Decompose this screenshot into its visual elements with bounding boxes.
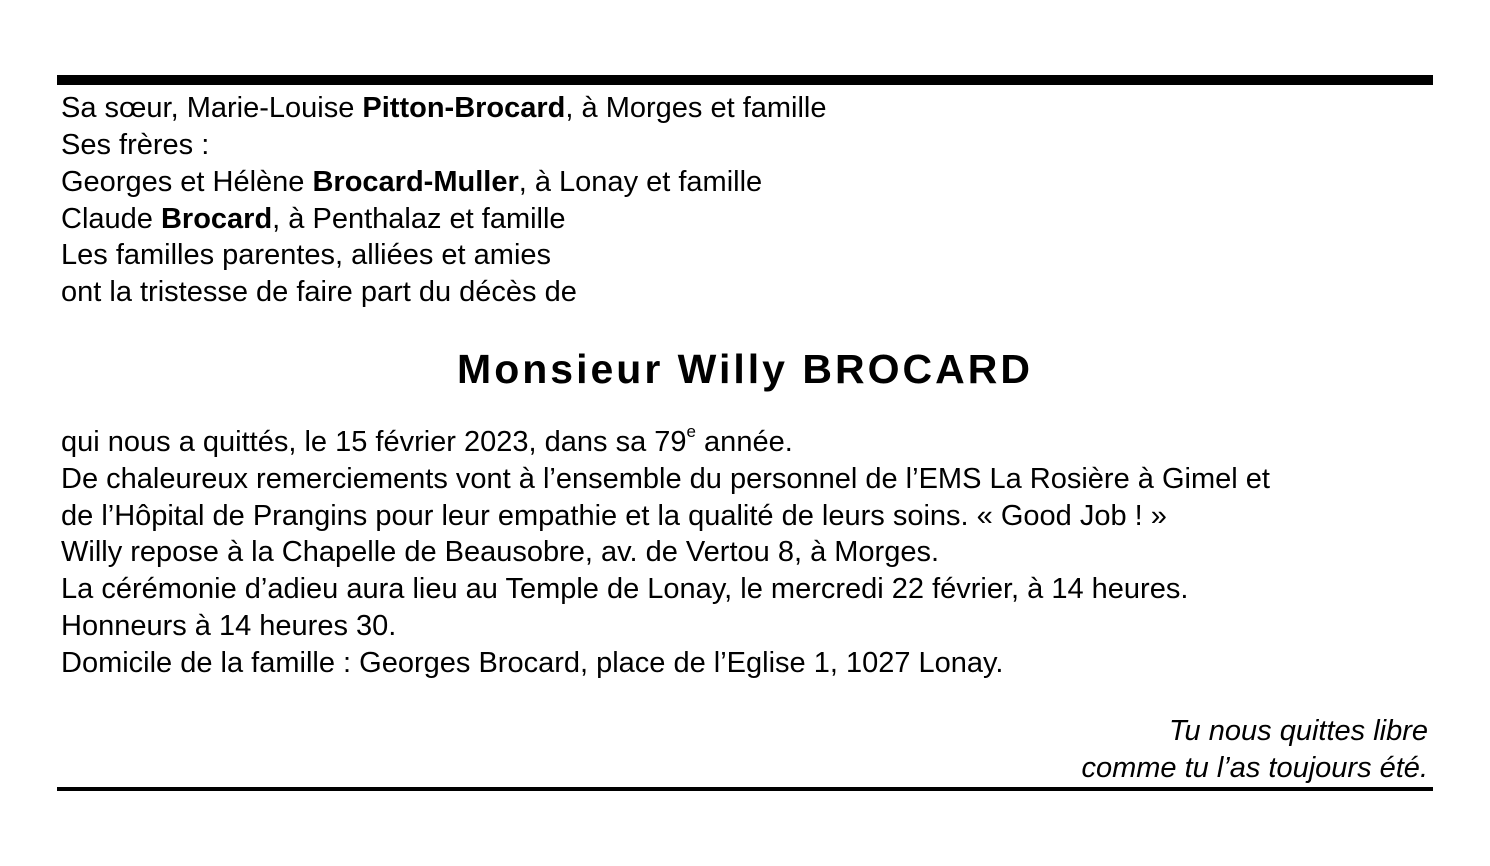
ordinal-suffix: e — [686, 422, 696, 442]
brothers-heading: Ses frères : — [61, 129, 210, 161]
deceased-name: Monsieur Willy BROCARD — [457, 346, 1033, 392]
sister-surname: Pitton-Brocard — [362, 92, 566, 124]
bottom-rule — [57, 787, 1433, 791]
thanks-line-2: de l’Hôpital de Prangins pour leur empathie et la qualité de leurs soins. « Good Job ! » — [61, 500, 1167, 532]
top-rule — [57, 75, 1433, 85]
sister-place: , à Morges et famille — [565, 92, 827, 124]
rest-place-line: Willy repose à la Chapelle de Beausobre, av. de Vertou 8, à Morges. — [61, 536, 940, 568]
ceremony-line: La cérémonie d’adieu aura lieu au Temple de Lonay, le mercredi 22 février, à 14 heures. — [61, 573, 1189, 605]
brother-1-text: Georges et Hélène — [61, 166, 313, 198]
date-text: qui nous a quittés, le 15 février 2023, dans sa 79 — [61, 426, 687, 458]
thanks-line-1: De chaleureux remerciements vont à l’ensemble du personnel de l’EMS La Rosière à Gimel et — [61, 463, 1270, 495]
relatives-line: Les familles parentes, alliées et amies — [61, 239, 552, 271]
family-address-line: Domicile de la famille : Georges Brocard, place de l’Eglise 1, 1027 Lonay. — [61, 647, 1004, 679]
brother-2-place: , à Penthalaz et famille — [272, 203, 566, 235]
quote-line-1: Tu nous quittes libre — [1169, 715, 1428, 747]
date-line — [61, 424, 793, 460]
brother-1-surname: Brocard-Muller — [312, 166, 519, 198]
brother-2-surname: Brocard — [160, 203, 273, 235]
sister-text: Sa sœur, Marie-Louise — [61, 92, 363, 124]
sister-line — [61, 90, 827, 126]
brother-line-1 — [61, 164, 762, 200]
brother-line-2 — [61, 201, 566, 237]
brother-2-text: Claude — [61, 203, 161, 235]
date-text-end: année. — [696, 426, 793, 458]
brother-1-place: , à Lonay et famille — [518, 166, 763, 198]
announcement-line: ont la tristesse de faire part du décès de — [61, 276, 577, 308]
honors-line: Honneurs à 14 heures 30. — [61, 610, 397, 642]
quote-line-2: comme tu l’as toujours été. — [1081, 752, 1428, 784]
